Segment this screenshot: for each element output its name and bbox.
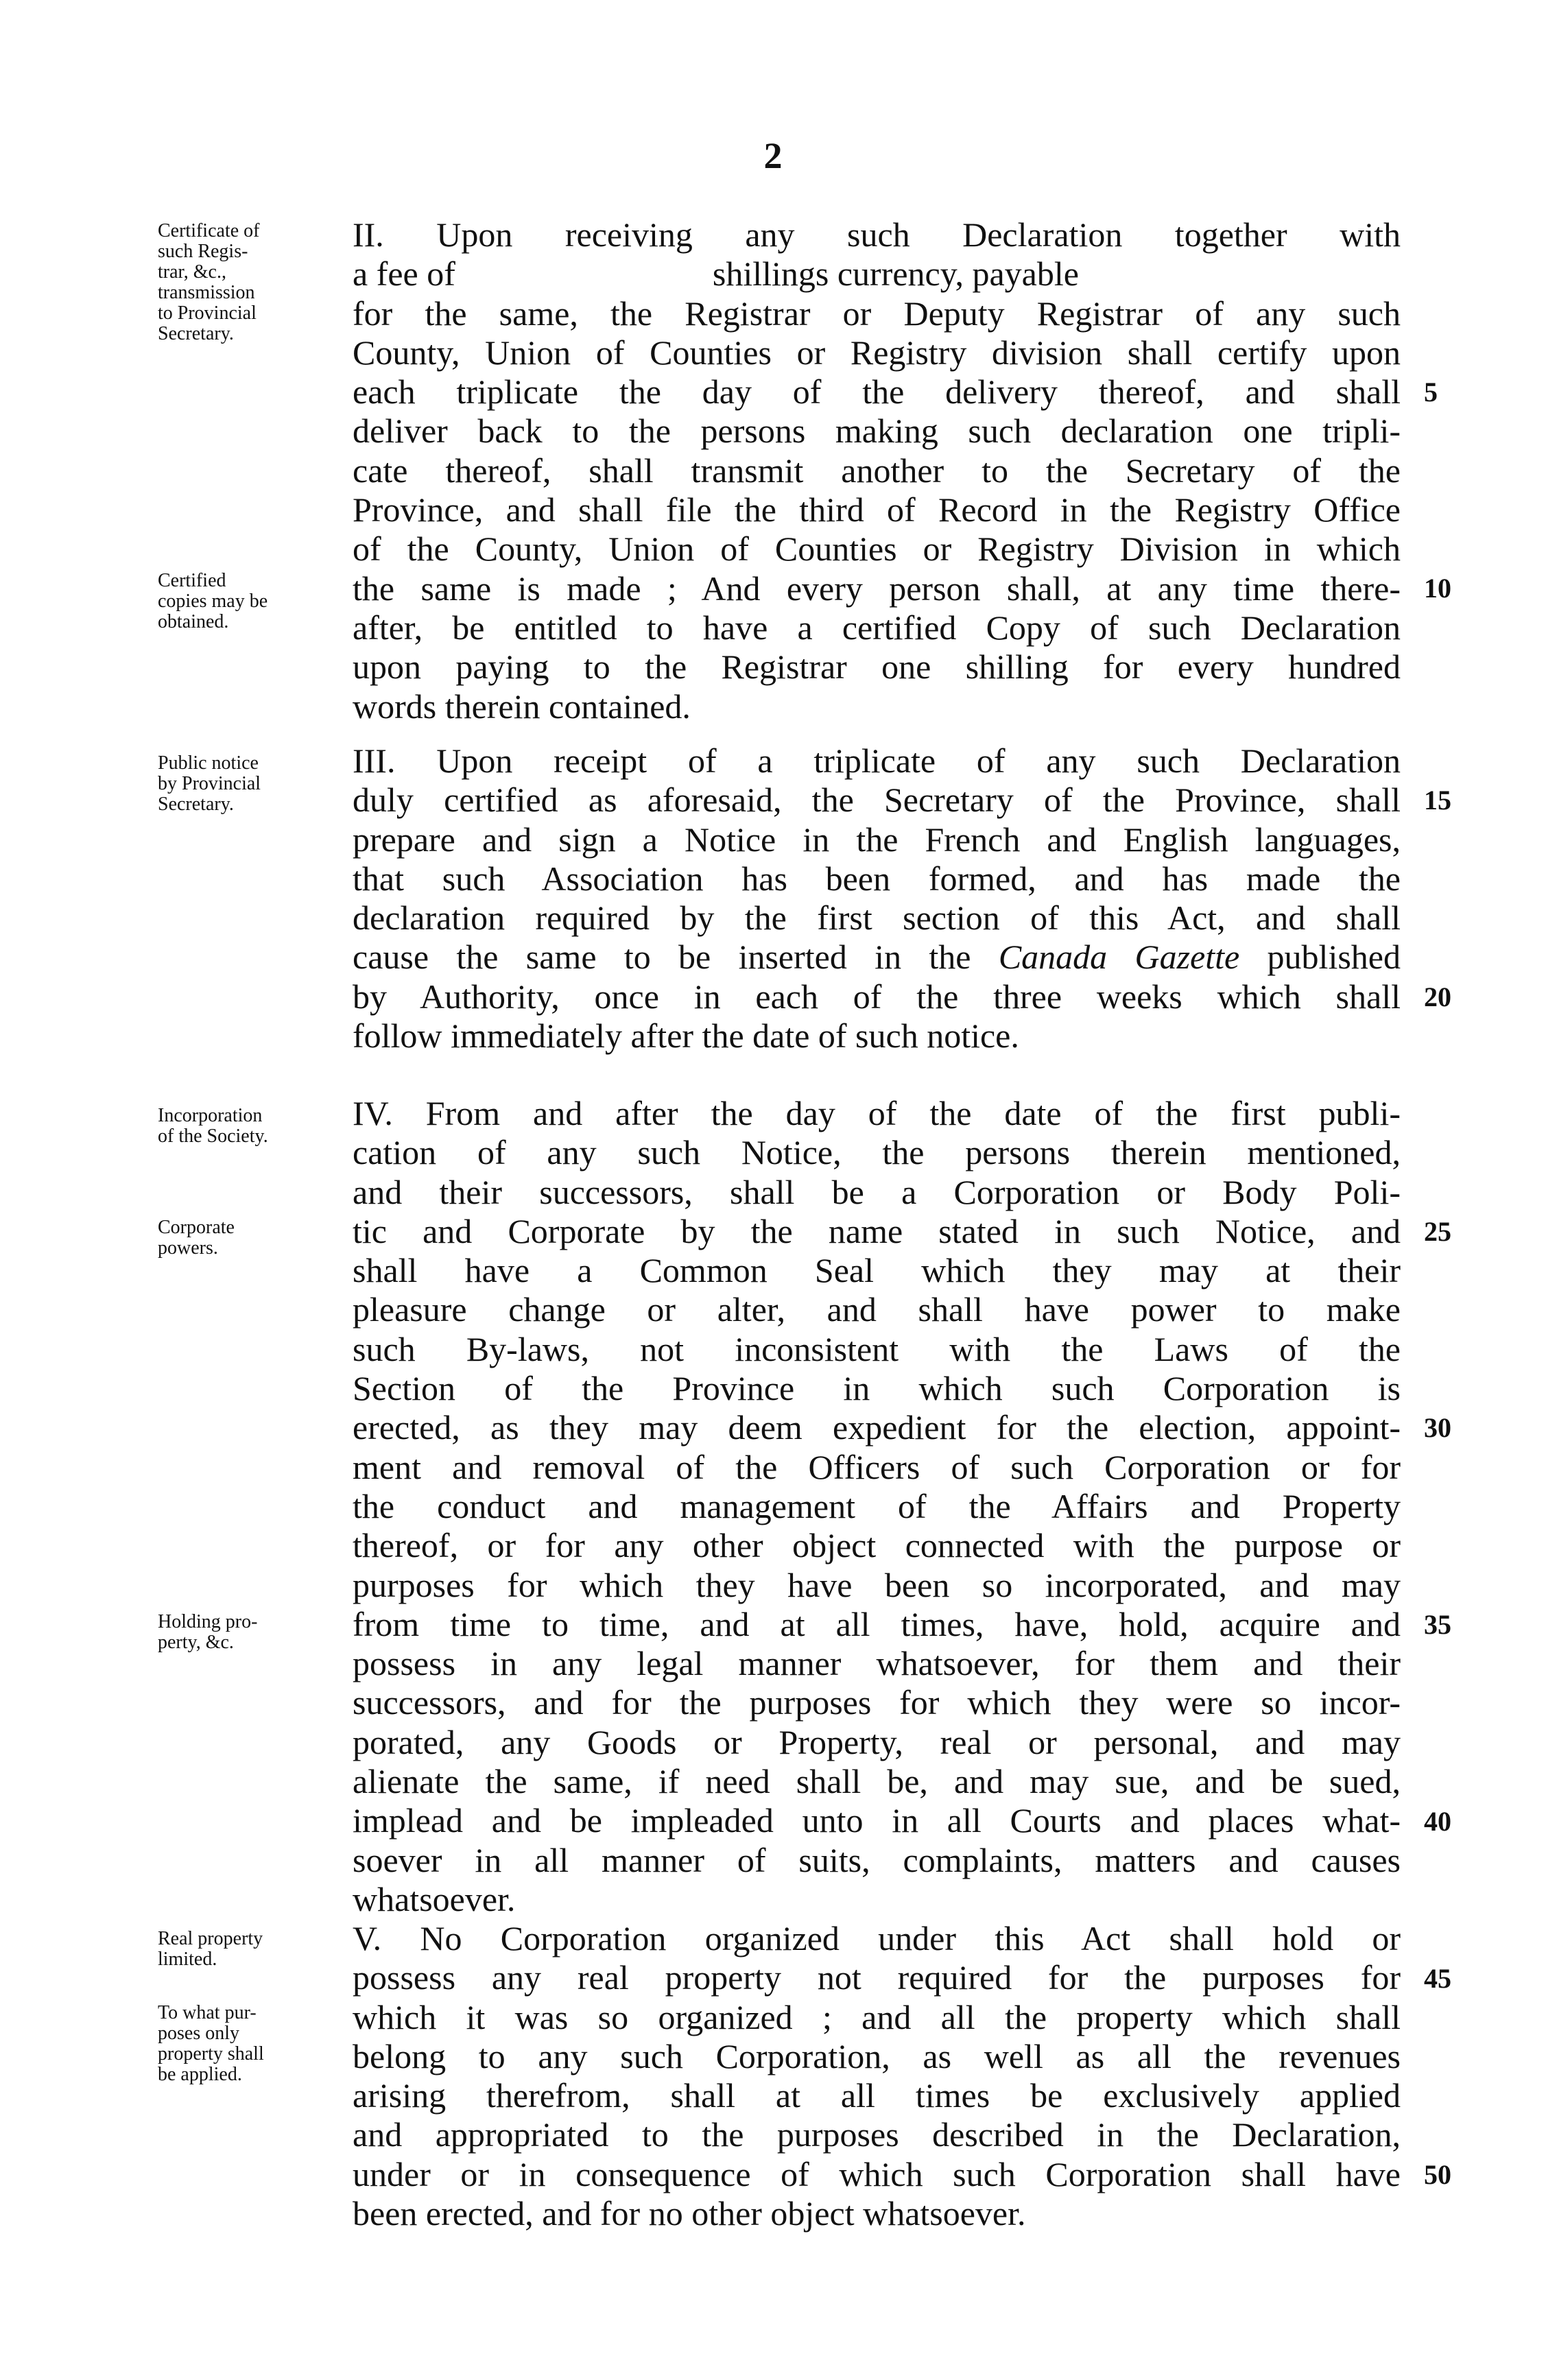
text-line: the same is made ; And every person shall, at any time there- <box>353 569 1401 608</box>
section-v <box>353 1919 1401 2233</box>
margin-note-line: of the Society. <box>158 1126 268 1147</box>
margin-note-application <box>158 2003 350 2085</box>
line-number: 30 <box>1424 1412 1451 1443</box>
text-line: implead and be impleaded unto in all Courts and places what- <box>353 1801 1401 1840</box>
section-ii <box>353 215 1401 726</box>
text-line: under or in consequence of which such Corporation shall have <box>353 2154 1401 2193</box>
line-number: 50 <box>1424 2159 1451 2190</box>
margin-note-line: limited. <box>158 1949 217 1970</box>
text-line: which it was so organized ; and all the property which shall <box>353 1997 1401 2036</box>
text-line: words therein contained. <box>353 687 691 726</box>
text-line: that such Association has been formed, and has made the <box>353 859 1401 898</box>
margin-note-line: powers. <box>158 1237 218 1259</box>
text-line: III. Upon receipt of a triplicate of any such Declaration <box>353 741 1401 780</box>
text-line: deliver back to the persons making such declaration one tripli- <box>353 412 1401 451</box>
text-line: Province, and shall file the third of Record in the Registry Office <box>353 490 1401 529</box>
margin-note-line: perty, &c. <box>158 1632 234 1653</box>
text-line: V. No Corporation organized under this Act shall hold or <box>353 1919 1401 1957</box>
margin-note-certified-copies <box>158 571 350 632</box>
margin-note-public-notice <box>158 753 350 815</box>
text-line: soever in all manner of suits, complaints, matters and causes <box>353 1840 1401 1879</box>
margin-note-line: transmission <box>158 282 255 303</box>
text-line: whatsoever. <box>353 1879 516 1918</box>
text-line: IV. From and after the day of the date of the first publi- <box>353 1094 1401 1132</box>
text-line: cause the same to be inserted in the Canada Gazette published <box>353 938 1401 977</box>
text-line: follow immediately after the date of such notice. <box>353 1016 1019 1056</box>
margin-note-line: to Provincial <box>158 302 257 324</box>
text-line: alienate the same, if need shall be, and may sue, and be sued, <box>353 1762 1401 1801</box>
page-number: 2 <box>763 135 783 176</box>
margin-note-line: Corporate <box>158 1217 235 1238</box>
margin-note-line: Incorporation <box>158 1105 263 1126</box>
margin-note-holding-property <box>158 1612 350 1653</box>
margin-note-incorporation <box>158 1106 350 1147</box>
text-line: pleasure change or alter, and shall have power to make <box>353 1290 1401 1329</box>
text-line: cation of any such Notice, the persons therein mentioned, <box>353 1133 1401 1172</box>
text-line: been erected, and for no other object whatsoever. <box>353 2194 1026 2233</box>
text-line: tic and Corporate by the name stated in such Notice, and <box>353 1211 1401 1250</box>
margin-note-certificate <box>158 221 350 344</box>
text-line: duly certified as aforesaid, the Secretary of the Province, shall <box>353 781 1401 820</box>
margin-note-line: Real property <box>158 1928 263 1949</box>
margin-note-corporate-powers <box>158 1217 350 1259</box>
margin-note-line: be applied. <box>158 2064 242 2085</box>
margin-note-line: Certified <box>158 570 226 591</box>
text-line: such By-laws, not inconsistent with the Laws of the <box>353 1329 1401 1368</box>
margin-note-line: Holding pro- <box>158 1611 258 1632</box>
margin-note-line: Public notice <box>158 752 259 774</box>
margin-note-line: property shall <box>158 2043 264 2064</box>
text-line: cate thereof, shall transmit another to the Secretary of the <box>353 451 1401 490</box>
margin-note-real-property <box>158 1929 350 1970</box>
margin-note-line: poses only <box>158 2023 239 2044</box>
line-number: 40 <box>1424 1806 1451 1837</box>
line-number: 20 <box>1424 981 1451 1012</box>
text-line: Section of the Province in which such Corporation is <box>353 1369 1401 1408</box>
text-line: porated, any Goods or Property, real or personal, and may <box>353 1722 1401 1761</box>
line-number: 35 <box>1424 1609 1451 1640</box>
line-number: 25 <box>1424 1216 1451 1247</box>
text-line: declaration required by the first section of this Act, and shall <box>353 899 1401 938</box>
text-line: of the County, Union of Counties or Registry Division in which <box>353 529 1401 569</box>
margin-note-line: trar, &c., <box>158 261 226 283</box>
text-line: and their successors, shall be a Corporation or Body Poli- <box>353 1172 1401 1211</box>
margin-note-line: To what pur- <box>158 2002 257 2023</box>
margin-note-line: Certificate of <box>158 220 260 241</box>
margin-note-line: obtained. <box>158 611 229 632</box>
line-number: 15 <box>1424 785 1451 816</box>
text-line: after, be entitled to have a certified Copy of such Declaration <box>353 608 1401 647</box>
text-line: the conduct and management of the Affairs and Property <box>353 1486 1401 1525</box>
text-line: a fee of shillings currency, payable <box>353 254 1079 294</box>
text-line: for the same, the Registrar or Deputy Registrar of any such <box>353 294 1401 333</box>
text-line: belong to any such Corporation, as well as all the revenues <box>353 2036 1401 2075</box>
text-line: ment and removal of the Officers of such Corporation or for <box>353 1447 1401 1486</box>
text-line: from time to time, and at all times, have, hold, acquire and <box>353 1604 1401 1643</box>
line-number: 5 <box>1424 377 1438 407</box>
publication-title: Canada Gazette <box>998 938 1240 977</box>
margin-note-line: by Provincial <box>158 773 261 794</box>
margin-note-line: Secretary. <box>158 323 234 344</box>
text-line: upon paying to the Registrar one shilling for every hundred <box>353 647 1401 687</box>
margin-note-line: copies may be <box>158 591 268 612</box>
section-iv <box>353 1094 1401 1919</box>
text-line: arising therefrom, shall at all times be exclusively applied <box>353 2076 1401 2115</box>
text-line: possess any real property not required for the purposes for <box>353 1958 1401 1997</box>
text-line: prepare and sign a Notice in the French and English languages, <box>353 820 1401 859</box>
text-line: II. Upon receiving any such Declaration together with <box>353 215 1401 254</box>
line-number: 10 <box>1424 573 1451 604</box>
text-line: purposes for which they have been so incorporated, and may <box>353 1565 1401 1604</box>
text-line: successors, and for the purposes for which they were so incor- <box>353 1683 1401 1722</box>
text-line: County, Union of Counties or Registry division shall certify upon <box>353 333 1401 372</box>
text-line: thereof, or for any other object connected with the purpose or <box>353 1526 1401 1565</box>
text-line: and appropriated to the purposes described in the Declaration, <box>353 2115 1401 2154</box>
margin-note-line: Secretary. <box>158 794 234 815</box>
section-iii <box>353 741 1401 1056</box>
line-number: 45 <box>1424 1963 1451 1994</box>
text-line: by Authority, once in each of the three weeks which shall <box>353 977 1401 1016</box>
text-line: possess in any legal manner whatsoever, for them and their <box>353 1644 1401 1683</box>
margin-note-line: such Regis- <box>158 241 248 262</box>
text-line: erected, as they may deem expedient for the election, appoint- <box>353 1408 1401 1447</box>
text-line: shall have a Common Seal which they may at their <box>353 1251 1401 1290</box>
text-line: each triplicate the day of the delivery thereof, and shall <box>353 372 1401 412</box>
